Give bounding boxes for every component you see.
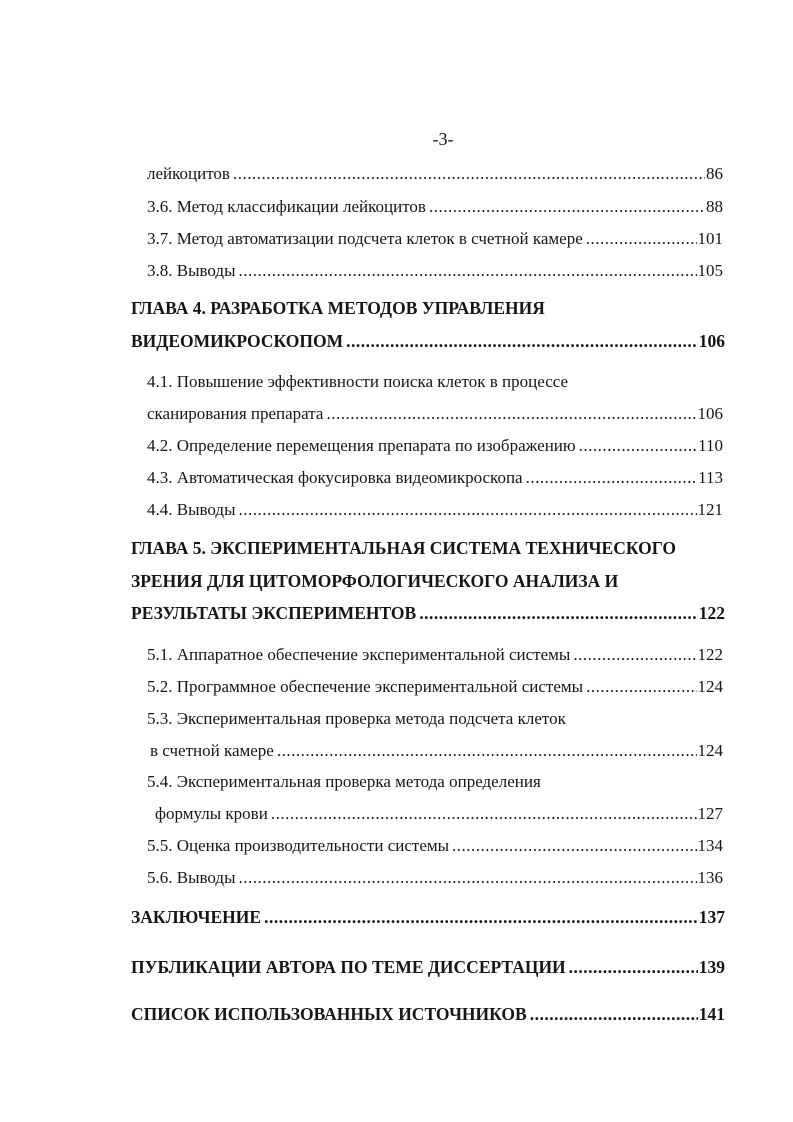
toc-entry [155, 803, 723, 825]
toc-entry-title: 3.8. Выводы [147, 261, 236, 280]
toc-entry-title: 4.3. Автоматическая фокусировка видеомикроскопа [147, 468, 523, 487]
leader-dots [579, 435, 698, 457]
leader-dots [346, 330, 698, 352]
toc-entry-page: 106 [698, 331, 725, 351]
toc-entry-page: 113 [698, 468, 723, 487]
leader-dots [277, 740, 697, 762]
toc-entry-title: ЗАКЛЮЧЕНИЕ [131, 907, 262, 927]
toc-entry-line: 5.4. Экспериментальная проверка метода определения [147, 772, 541, 791]
leader-dots [326, 403, 696, 425]
toc-entry-title: 5.2. Программное обеспечение экспериментальной системы [147, 677, 584, 696]
toc-chapter-entry [131, 1003, 725, 1025]
leader-dots [586, 228, 697, 250]
toc-entry-page: 106 [697, 404, 723, 423]
toc-entry-page: 127 [697, 804, 723, 823]
toc-entry-page: 105 [697, 261, 723, 280]
toc-entry-page: 122 [697, 645, 723, 664]
toc-entry [147, 228, 723, 250]
toc-entry-title: ПУБЛИКАЦИИ АВТОРА ПО ТЕМЕ ДИССЕРТАЦИИ [131, 957, 566, 977]
leader-dots [429, 196, 705, 218]
toc-chapter-entry [131, 602, 725, 624]
toc-entry-title: формулы крови [155, 804, 268, 823]
toc-entry-page: 137 [698, 907, 725, 927]
toc-entry-title: 5.1. Аппаратное обеспечение экспериментальной системы [147, 645, 571, 664]
toc-entry-title: 3.7. Метод автоматизации подсчета клеток в счетной камере [147, 229, 583, 248]
toc-entry [147, 499, 723, 521]
leader-dots [239, 260, 697, 282]
toc-entry-line: 5.3. Экспериментальная проверка метода подсчета клеток [147, 709, 566, 728]
toc-entry-title: в счетной камере [150, 741, 274, 760]
toc-entry-page: 110 [698, 436, 723, 455]
toc-entry-page: 88 [706, 197, 723, 216]
toc-entry-title: 5.6. Выводы [147, 868, 236, 887]
toc-entry [147, 835, 723, 857]
toc-entry-title: лейкоцитов [147, 164, 230, 183]
toc-entry [147, 676, 723, 698]
toc-entry-title: 4.4. Выводы [147, 500, 236, 519]
toc-entry-title: РЕЗУЛЬТАТЫ ЭКСПЕРИМЕНТОВ [131, 603, 417, 623]
leader-dots [452, 835, 696, 857]
toc-entry [147, 644, 723, 666]
leader-dots [419, 602, 698, 624]
toc-entry-line: 4.1. Повышение эффективности поиска клеток в процессе [147, 372, 569, 391]
toc-entry [147, 467, 723, 489]
page-number: -3- [432, 129, 454, 149]
chapter-heading-line: ГЛАВА 5. ЭКСПЕРИМЕНТАЛЬНАЯ СИСТЕМА ТЕХНИЧЕСКОГО [131, 538, 677, 558]
toc-entry [147, 163, 723, 185]
leader-dots [239, 499, 697, 521]
toc-entry-title: 5.5. Оценка производительности системы [147, 836, 450, 855]
toc-entry-page: 124 [697, 741, 723, 760]
leader-dots [569, 956, 698, 978]
toc-entry-page: 122 [698, 603, 725, 623]
toc-entry-title: сканирования препарата [147, 404, 324, 423]
chapter-heading-line: ЗРЕНИЯ ДЛЯ ЦИТОМОРФОЛОГИЧЕСКОГО АНАЛИЗА И [131, 571, 619, 591]
toc-entry-page: 86 [706, 164, 723, 183]
toc-entry-page: 139 [698, 957, 725, 977]
leader-dots [239, 867, 697, 889]
toc-entry-page: 124 [697, 677, 723, 696]
toc-chapter-entry [131, 330, 725, 352]
toc-chapter-entry [131, 956, 725, 978]
toc-entry-page: 101 [697, 229, 723, 248]
leader-dots [526, 467, 698, 489]
toc-entry-page: 134 [697, 836, 723, 855]
chapter-heading-line: ГЛАВА 4. РАЗРАБОТКА МЕТОДОВ УПРАВЛЕНИЯ [131, 298, 545, 318]
leader-dots [530, 1003, 698, 1025]
toc-entry-page: 136 [697, 868, 723, 887]
toc-entry-title: СПИСОК ИСПОЛЬЗОВАННЫХ ИСТОЧНИКОВ [131, 1004, 527, 1024]
leader-dots [573, 644, 696, 666]
toc-entry-page: 141 [698, 1004, 725, 1024]
toc-entry [147, 867, 723, 889]
toc-entry-title: ВИДЕОМИКРОСКОПОМ [131, 331, 344, 351]
leader-dots [264, 906, 698, 928]
toc-entry [147, 260, 723, 282]
leader-dots [271, 803, 697, 825]
toc-entry-title: 4.2. Определение перемещения препарата по изображению [147, 436, 576, 455]
toc-entry-page: 121 [697, 500, 723, 519]
toc-entry [147, 196, 723, 218]
leader-dots [233, 163, 705, 185]
leader-dots [586, 676, 696, 698]
toc-entry-title: 3.6. Метод классификации лейкоцитов [147, 197, 426, 216]
toc-entry [150, 740, 723, 762]
toc-chapter-entry [131, 906, 725, 928]
toc-entry [147, 435, 723, 457]
toc-entry [147, 403, 723, 425]
